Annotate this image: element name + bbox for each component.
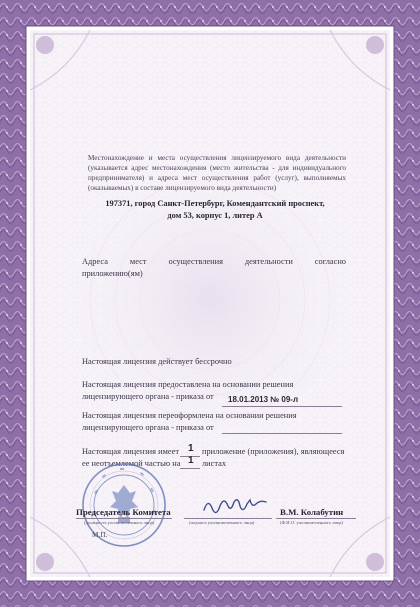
granted-order-value: 18.01.2013 № 09-л <box>228 395 299 404</box>
caption-name: (Ф.И.О. уполномоченного лица) <box>280 520 343 525</box>
appendix-line-2b: листах <box>202 459 227 468</box>
appendix-count-2: 1 <box>188 455 194 466</box>
caption-signature: (подпись уполномоченного лица) <box>189 520 255 525</box>
signature <box>200 492 270 518</box>
reissued-line-1: Настоящая лицензия переоформлена на основании решения <box>82 411 297 420</box>
validity-text: Настоящая лицензия действует бессрочно <box>82 357 232 366</box>
mp-label: М.П. <box>92 531 108 539</box>
address-line-2: дом 53, корпус 1, литер А <box>167 211 263 220</box>
granted-underline <box>222 406 342 407</box>
location-header: Местонахождение и места осуществления лицензируемого вида деятельности (указывается адрес местонахождения (место жительства - для индивидуального предпринимателя) и адреса мест осуществления работ (услуг), выполняемых (оказываемых) в составе лицензируемого вида деятельности) <box>88 154 346 192</box>
appendix-line-1a: Настоящая лицензия имеет <box>82 447 179 456</box>
appendix-line-2a: ее неотъемлемой частью на <box>82 459 181 468</box>
appendix-line-1b: приложение (приложения), являющееся <box>202 447 345 456</box>
reissued-underline <box>222 433 342 434</box>
position-underline <box>76 518 172 519</box>
caption-position: (должность уполномоченного лица) <box>84 520 155 525</box>
granted-line-1: Настоящая лицензия предоставлена на основании решения <box>82 380 294 389</box>
address-line-1: 197371, город Санкт-Петербург, Комендантский проспект, <box>105 199 325 208</box>
appendix-count-2-underline <box>180 468 200 469</box>
granted-line-2: лицензирующего органа - приказа от <box>82 392 214 401</box>
addresses-label-line-1: Адреса мест осуществления деятельности согласно <box>82 257 346 266</box>
signature-underline <box>184 518 272 519</box>
addresses-label-line-2: приложению(ям) <box>82 269 143 278</box>
chairman-title: Председатель Комитета <box>76 507 171 517</box>
reissued-line-2: лицензирующего органа - приказа от <box>82 423 214 432</box>
signatory-name: В.М. Колабутин <box>280 507 344 517</box>
name-underline <box>276 518 356 519</box>
appendix-count-1: 1 <box>188 443 194 454</box>
